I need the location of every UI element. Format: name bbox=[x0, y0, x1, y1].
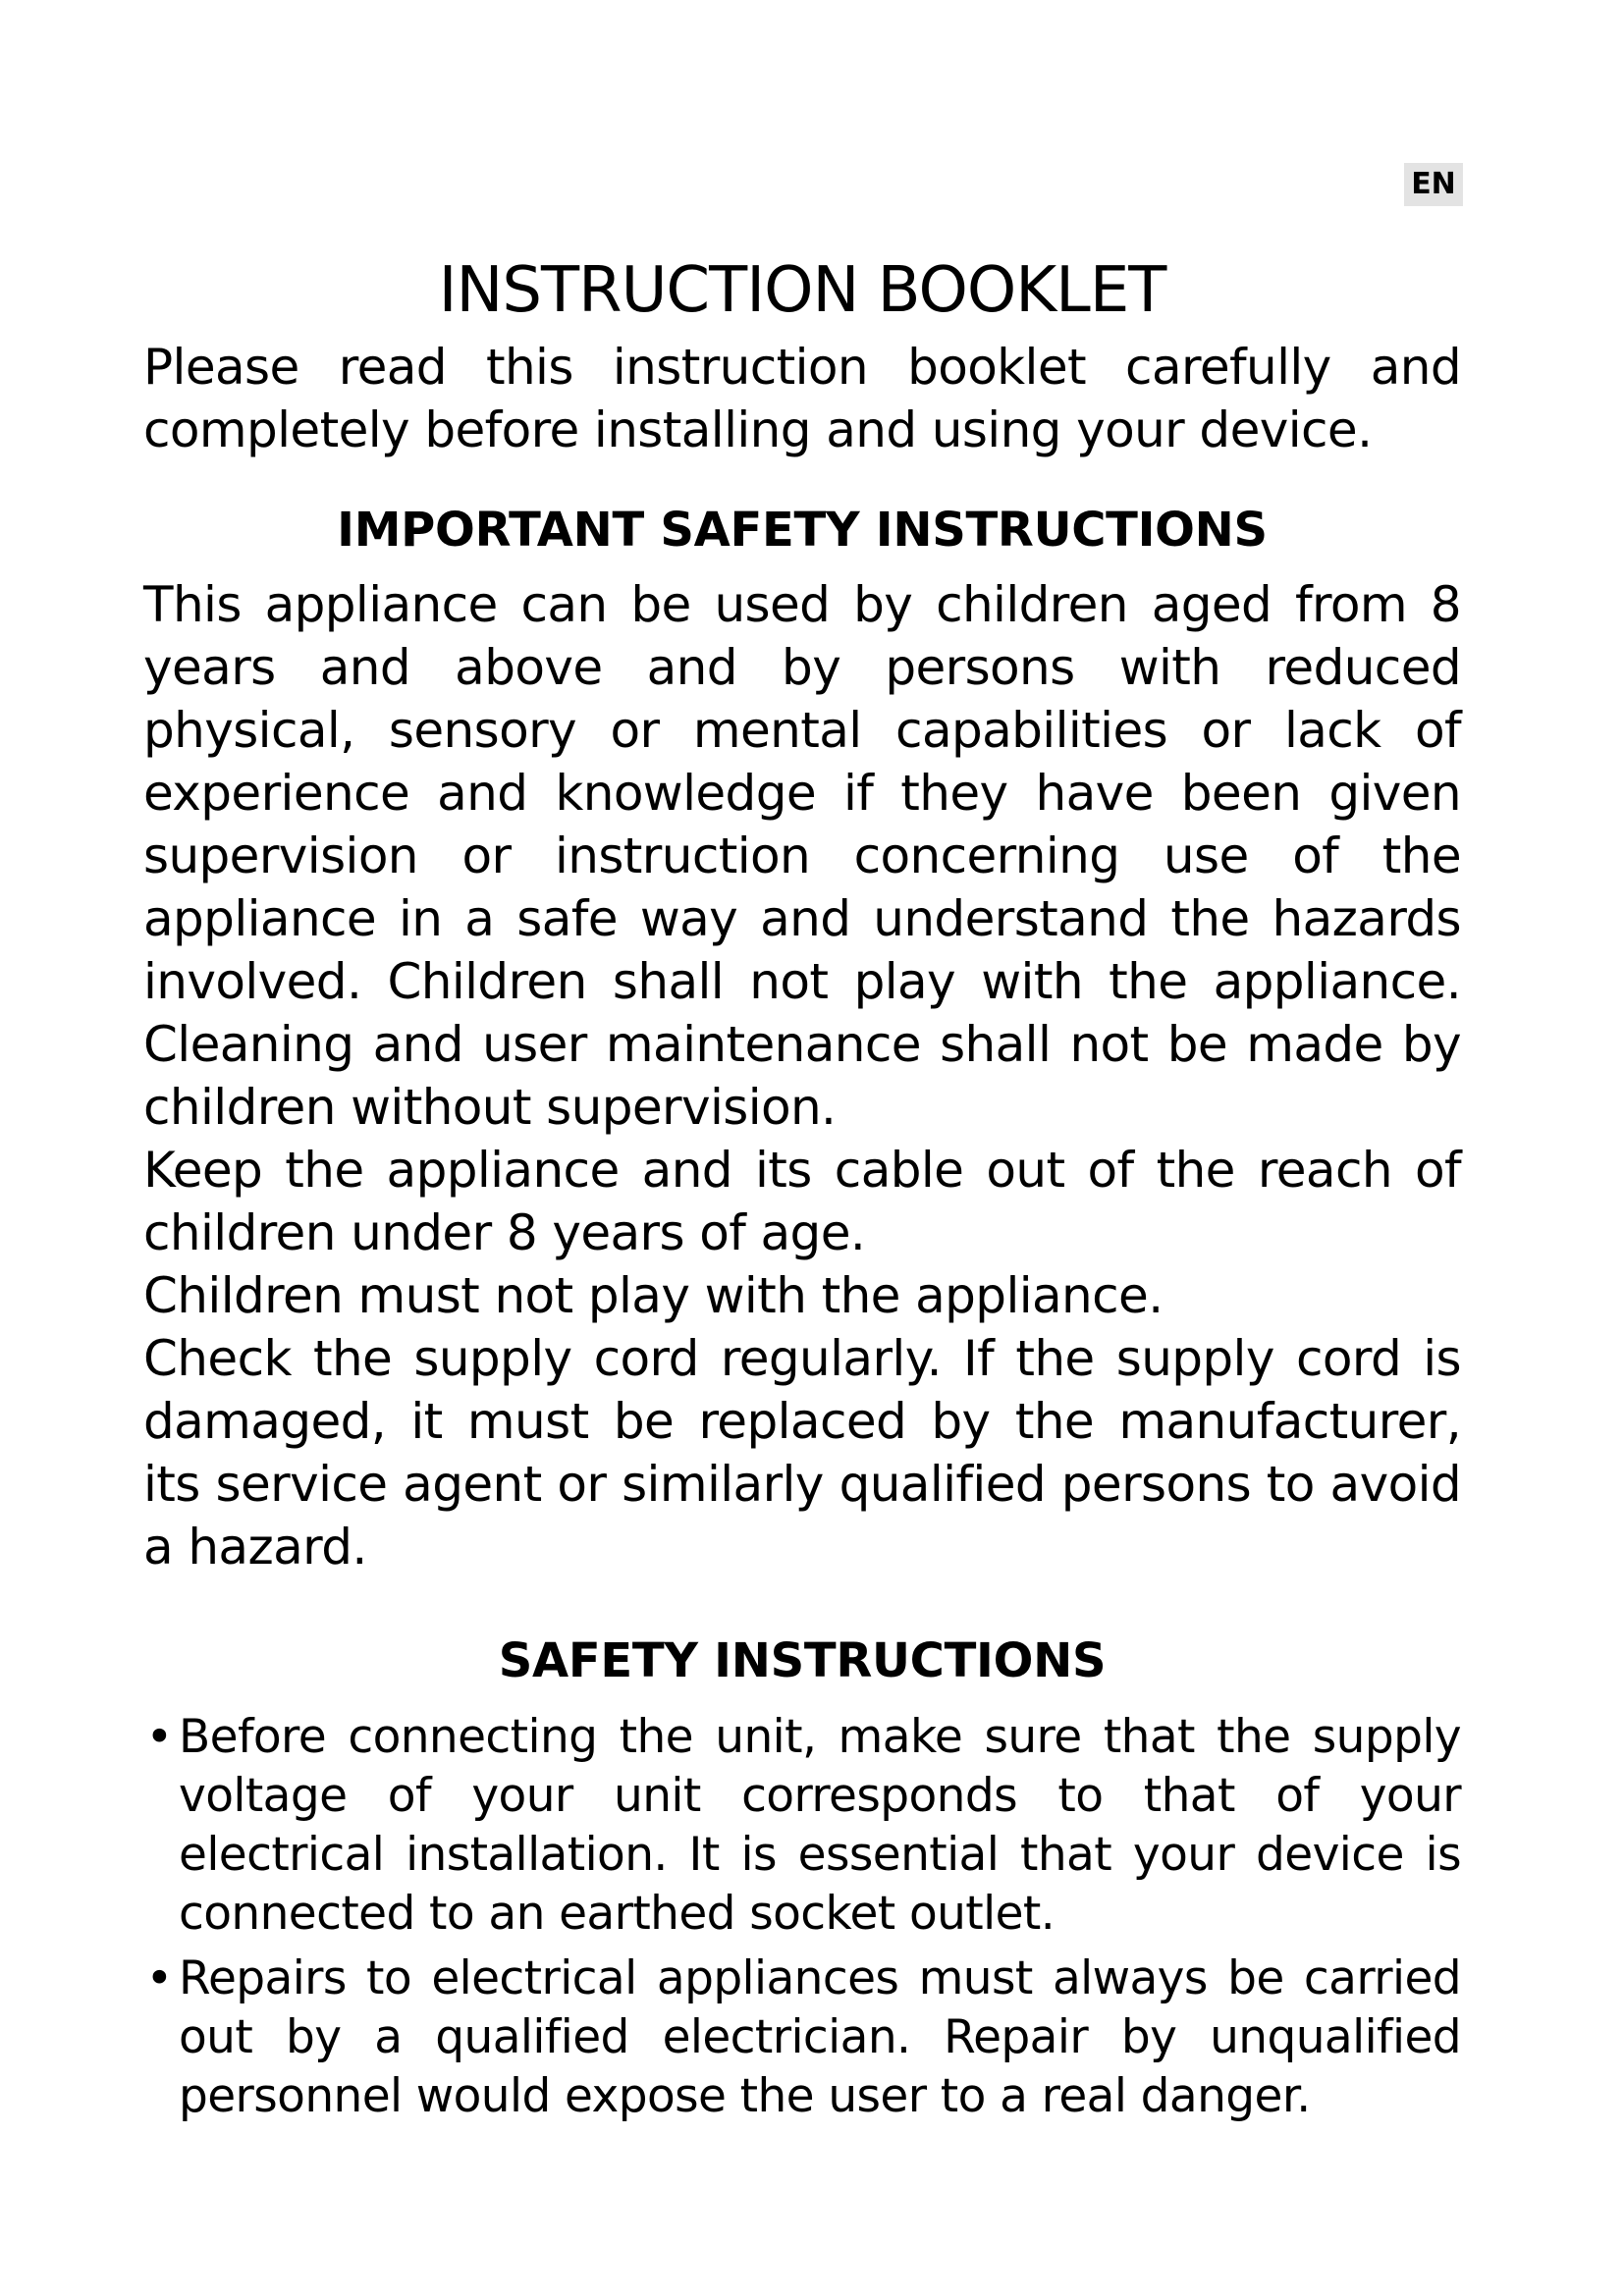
important-paragraph-3: Children must not play with the appliance. bbox=[143, 1267, 1164, 1324]
bullet-icon: • bbox=[145, 1710, 173, 1764]
page-title: INSTRUCTION BOOKLET bbox=[438, 254, 1166, 327]
safety-bullet-list bbox=[143, 1708, 1461, 2126]
important-paragraph-4: Check the supply cord regularly. If the supply cord is damaged, it must be replaced by the manufacturer, its service agent or similarly qualified persons to avoid a hazard. bbox=[143, 1330, 1461, 1575]
safety-instructions-heading: SAFETY INSTRUCTIONS bbox=[498, 1633, 1107, 1688]
bullet-text: Before connecting the unit, make sure that the supply voltage of your unit corresponds to that of your electrical installation. It is essential that your device is connected to an earthed socket outlet. bbox=[179, 1710, 1461, 1941]
document-page bbox=[143, 245, 1461, 2132]
list-item bbox=[143, 1708, 1461, 1944]
important-paragraph-1: This appliance can be used by children aged from 8 years and above and by persons with reduced physical, sensory or mental capabilities or lack of experience and knowledge if they have been given supervision or instruction concerning use of the appliance in a safe way and understand the hazards involved. Children shall not play with the appliance. Cleaning and user maintenance shall not be made by children without supervision. bbox=[143, 576, 1461, 1136]
important-safety-heading: IMPORTANT SAFETY INSTRUCTIONS bbox=[337, 503, 1268, 558]
bullet-icon: • bbox=[145, 1951, 173, 2005]
bullet-text: Repairs to electrical appliances must always be carried out by a qualified electrician. Repair by unqualified personnel would expose the user to a real danger. bbox=[179, 1951, 1461, 2123]
list-item bbox=[143, 1949, 1461, 2126]
important-paragraph-2: Keep the appliance and its cable out of the reach of children under 8 years of age. bbox=[143, 1142, 1461, 1261]
language-badge: EN bbox=[1404, 163, 1463, 206]
intro-paragraph: Please read this instruction booklet carefully and completely before installing and using your device. bbox=[143, 339, 1461, 458]
